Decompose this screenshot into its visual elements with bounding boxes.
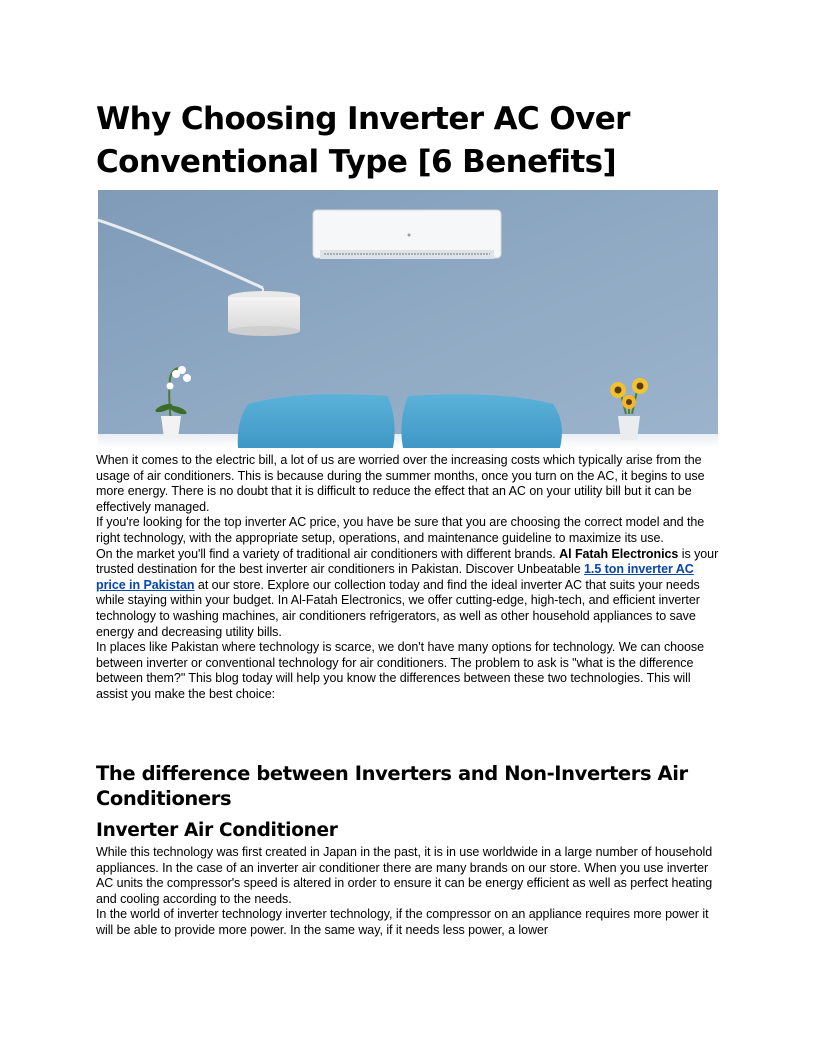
section-paragraph-2: In the world of inverter technology inverter technology, if the compressor on an appliance requires more power it will be able to provide more power. In the same way, if it needs less power, a lower (96, 907, 709, 937)
p3-text-c: at our store. Explore our collection today and find the ideal inverter AC that suits your needs while staying within your budget. In Al-Fatah Electronics, we offer cutting-edge, high-tech, and efficient inverter technology to washing machines, air conditioners refrigerators, as well as other household appliances to save energy and decreasing utility bills. (96, 577, 700, 639)
section-heading: The difference between Inverters and Non-Inverters Air Conditioners (96, 762, 688, 810)
brand-name: Al Fatah Electronics (559, 546, 679, 561)
intro-text (96, 453, 720, 703)
section-paragraph-1: While this technology was first created in Japan in the past, it is in use worldwide in a large number of household appliances. In the case of an inverter air conditioner there are many brands on our store. When you use inverter AC units the compressor's speed is altered in order to ensure it can be energy efficient as well as perfect heating and cooling according to the needs. (96, 845, 713, 906)
page-title: Why Choosing Inverter AC Over Conventional Type [6 Benefits] (96, 101, 630, 180)
p3-text-a: On the market you'll find a variety of traditional air conditioners with different brands. (96, 546, 560, 561)
intro-paragraph-1: When it comes to the electric bill, a lot of us are worried over the increasing costs which typically arise from the usage of air conditioners. This is because during the summer months, once you turn on the AC, it begins to use more energy. There is no doubt that it is difficult to reduce the effect that an AC on your utility bill but it can be effectively managed. (96, 453, 705, 514)
hero-image (98, 190, 718, 448)
intro-paragraph-2: If you're looking for the top inverter AC price, you have be sure that you are choosing the correct model and the right technology, with the appropriate setup, operations, and maintenance guideline to maximize its use. (96, 515, 705, 545)
intro-paragraph-3 (96, 547, 720, 641)
intro-paragraph-4: In places like Pakistan where technology is scarce, we don't have many options for technology. We can choose between inverter or conventional technology for air conditioners. The problem to ask is "what is the difference between them?" This blog today will help you know the differences between these two technologies. This will assist you make the best choice: (96, 640, 704, 701)
inverter-ac-price-link[interactable]: 1.5 ton inverter AC price in Pakistan (96, 562, 694, 592)
lamp-icon (228, 291, 300, 336)
section-text (96, 845, 720, 939)
section-subheading: Inverter Air Conditioner (96, 820, 338, 841)
air-conditioner-icon (313, 210, 501, 259)
p3-text-b: is your trusted destination for the best inverter air conditioners in Pakistan. Discover Unbeatable (96, 546, 719, 577)
